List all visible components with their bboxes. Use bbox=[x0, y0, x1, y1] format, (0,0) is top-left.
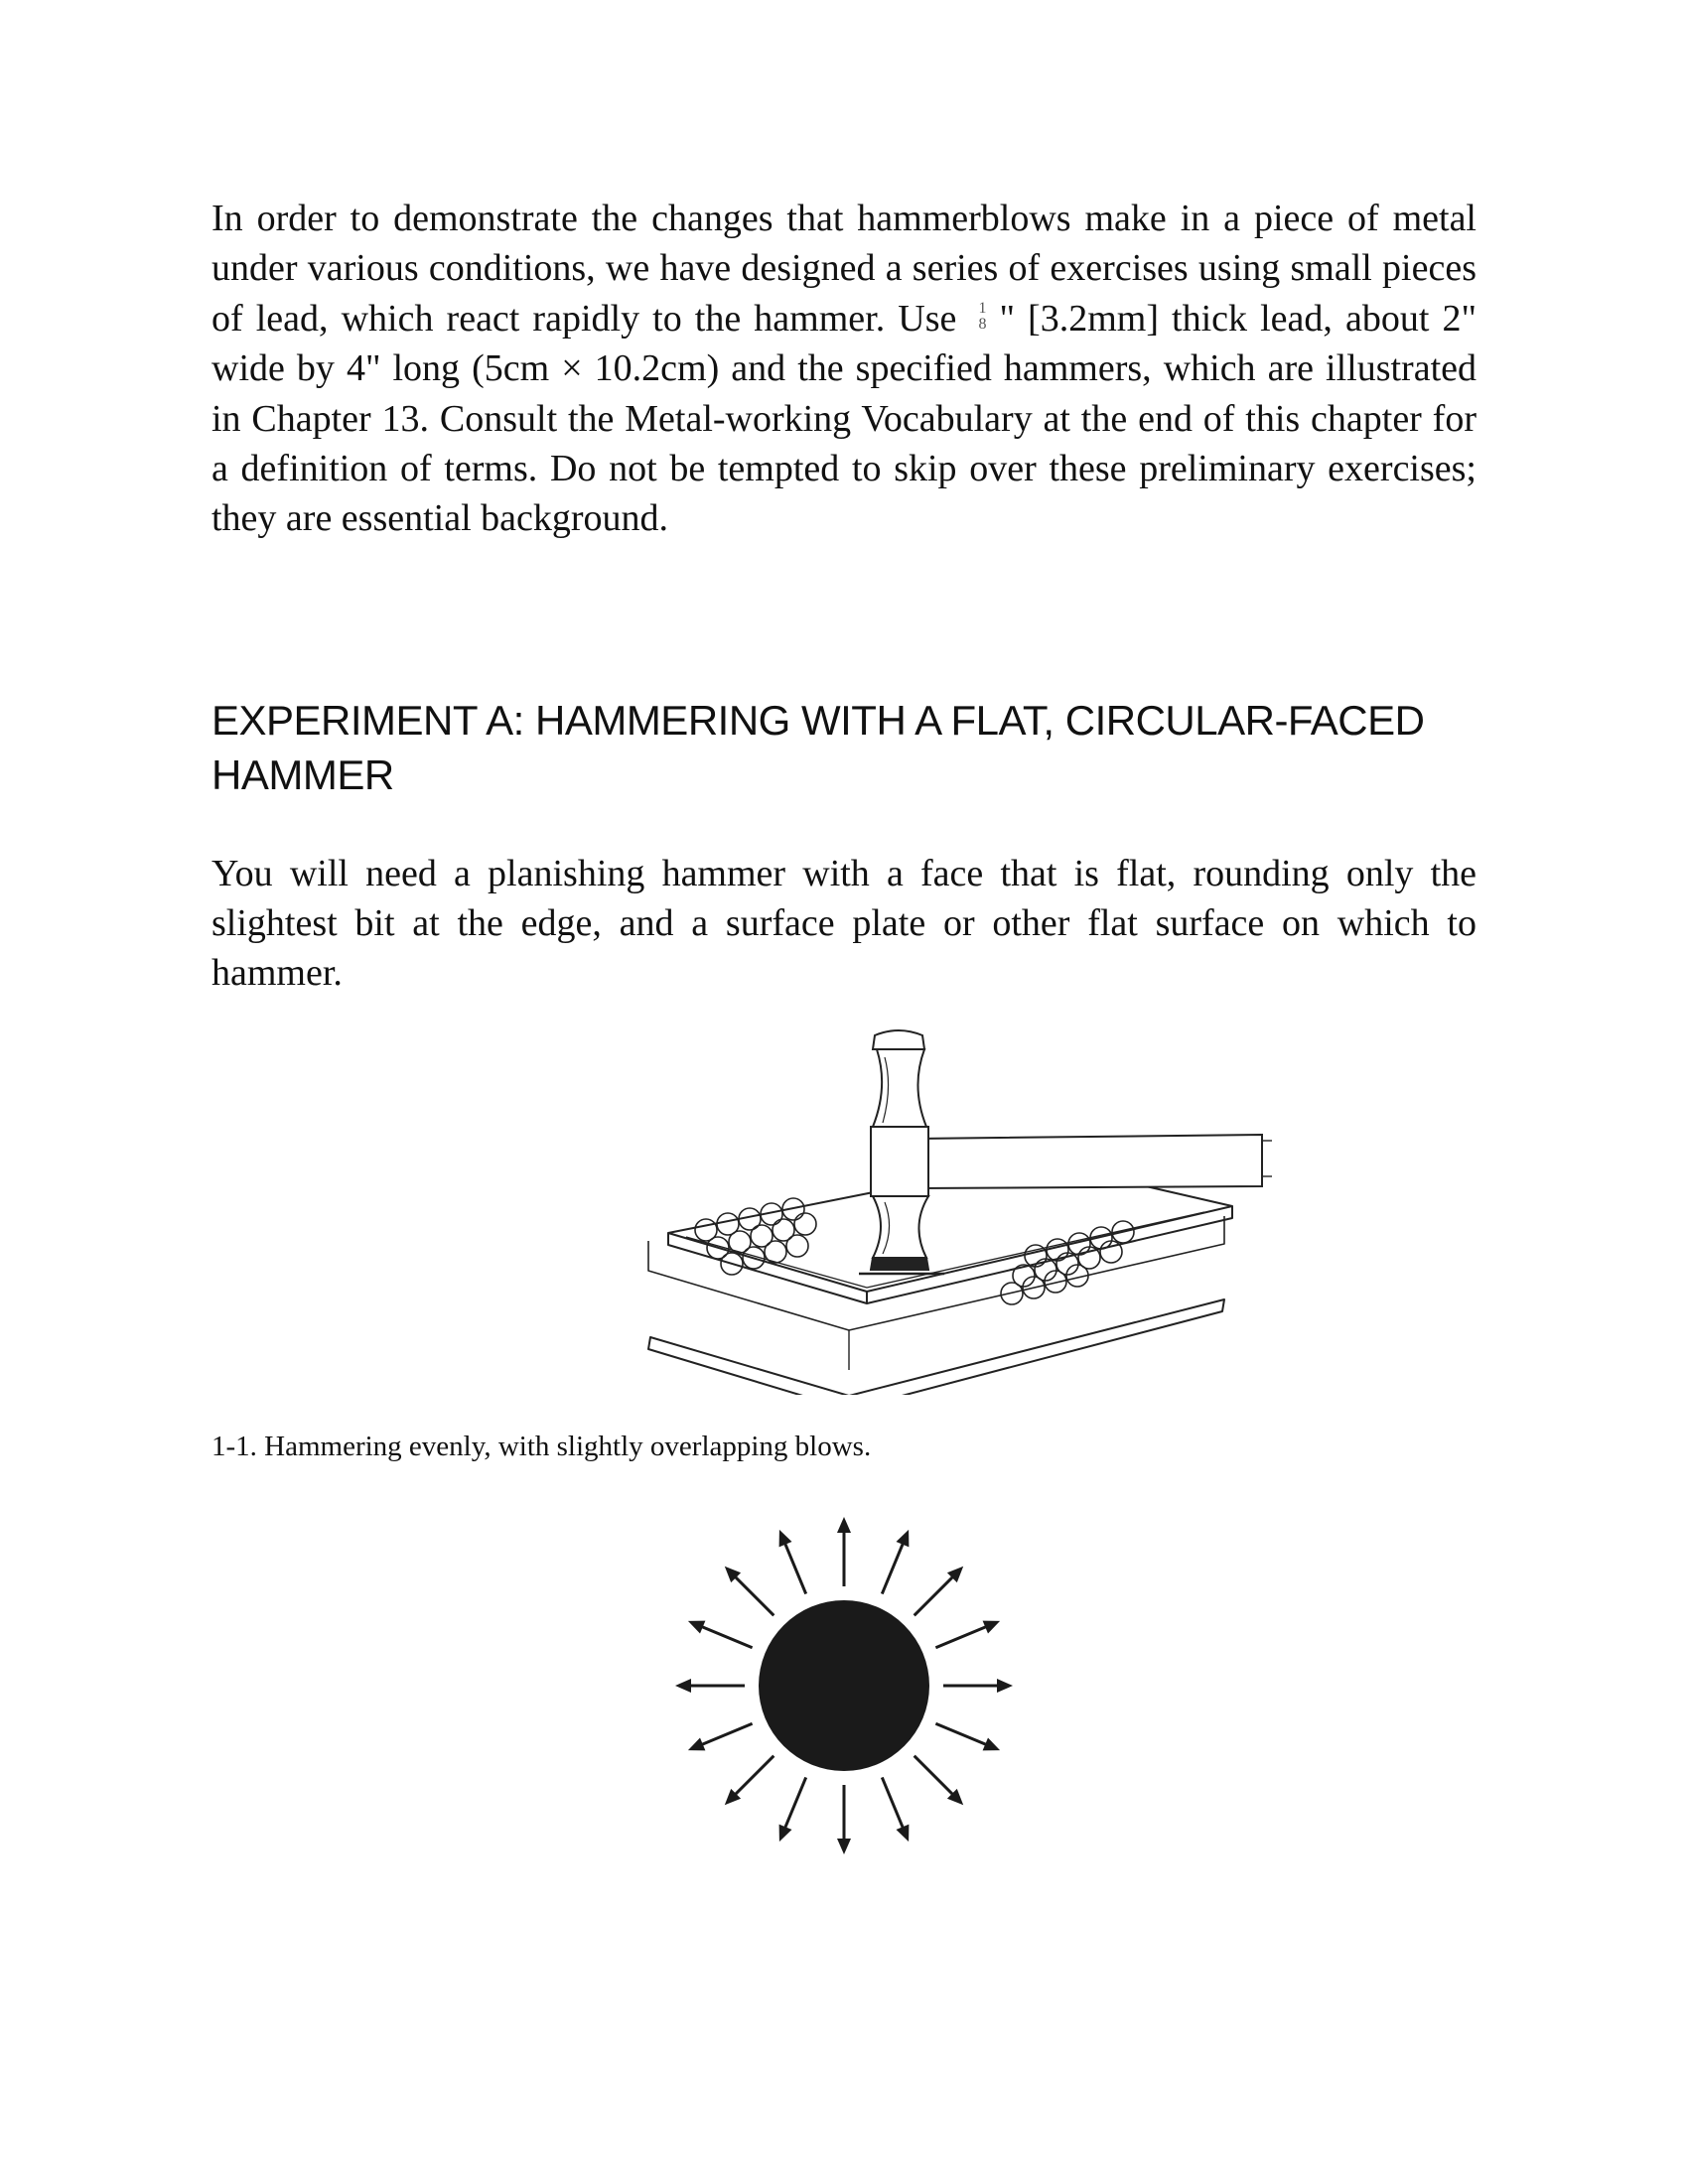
figure-caption: 1-1. Hammering evenly, with slightly overlapping blows. bbox=[211, 1431, 872, 1462]
radial-arrow-icon bbox=[914, 1567, 964, 1616]
fraction-one-eighth bbox=[969, 299, 999, 335]
radial-arrow-icon bbox=[882, 1530, 909, 1594]
hammer-blow-circle bbox=[759, 1600, 929, 1771]
radial-arrow-icon bbox=[675, 1679, 745, 1693]
radial-arrow-icon bbox=[935, 1723, 1000, 1750]
radial-arrow-icon bbox=[779, 1777, 806, 1842]
section-heading: EXPERIMENT A: HAMMERING WITH A FLAT, CIRCULAR-FACED HAMMER bbox=[211, 697, 1425, 798]
radial-arrow-icon bbox=[688, 1621, 753, 1648]
surface-plate bbox=[648, 1299, 1224, 1395]
radial-arrow-icon bbox=[882, 1777, 909, 1842]
hammer-blows-cluster-1 bbox=[695, 1198, 816, 1275]
document-page bbox=[211, 194, 1477, 1462]
planishing-hammer-icon bbox=[859, 1030, 1272, 1274]
radial-arrow-icon bbox=[837, 1785, 851, 1854]
radial-arrow-icon bbox=[943, 1679, 1013, 1693]
radial-arrow-icon bbox=[935, 1621, 1000, 1648]
radial-arrow-icon bbox=[725, 1756, 774, 1806]
intro-text-after-fraction: " [3.2mm] thick lead, about 2" wide by 4" long (5cm × 10.2cm) and the specified hammers, which are illustrated in Chapter 13. Consult the Metal-working Vocabulary at the end of this chapter for a definition of terms. Do not be tempted to skip over these preliminary exercises; they are essential background. bbox=[211, 297, 1477, 540]
fraction-numerator: 1 bbox=[978, 299, 987, 317]
intro-text-before-fraction: In order to demonstrate the changes that hammerblows make in a piece of metal under various conditions, we have designed a series of exercises using small pieces of lead, which react rapidly to the hammer. Use bbox=[211, 198, 1477, 340]
radial-arrow-icon bbox=[725, 1567, 774, 1616]
intro-paragraph bbox=[211, 194, 1477, 544]
radial-arrow-icon bbox=[779, 1530, 806, 1594]
radial-arrow-icon bbox=[837, 1517, 851, 1586]
figure-hammering-illustration bbox=[629, 1027, 1284, 1395]
radial-arrow-icon bbox=[688, 1723, 753, 1750]
fraction-denominator: 8 bbox=[978, 315, 987, 333]
figure-radiating-arrows bbox=[660, 1502, 1028, 1869]
section-body-paragraph: You will need a planishing hammer with a face that is flat, rounding only the slightest bit at the edge, and a surface plate or other flat surface on which to hammer. bbox=[211, 853, 1477, 994]
radial-arrow-icon bbox=[914, 1756, 964, 1806]
